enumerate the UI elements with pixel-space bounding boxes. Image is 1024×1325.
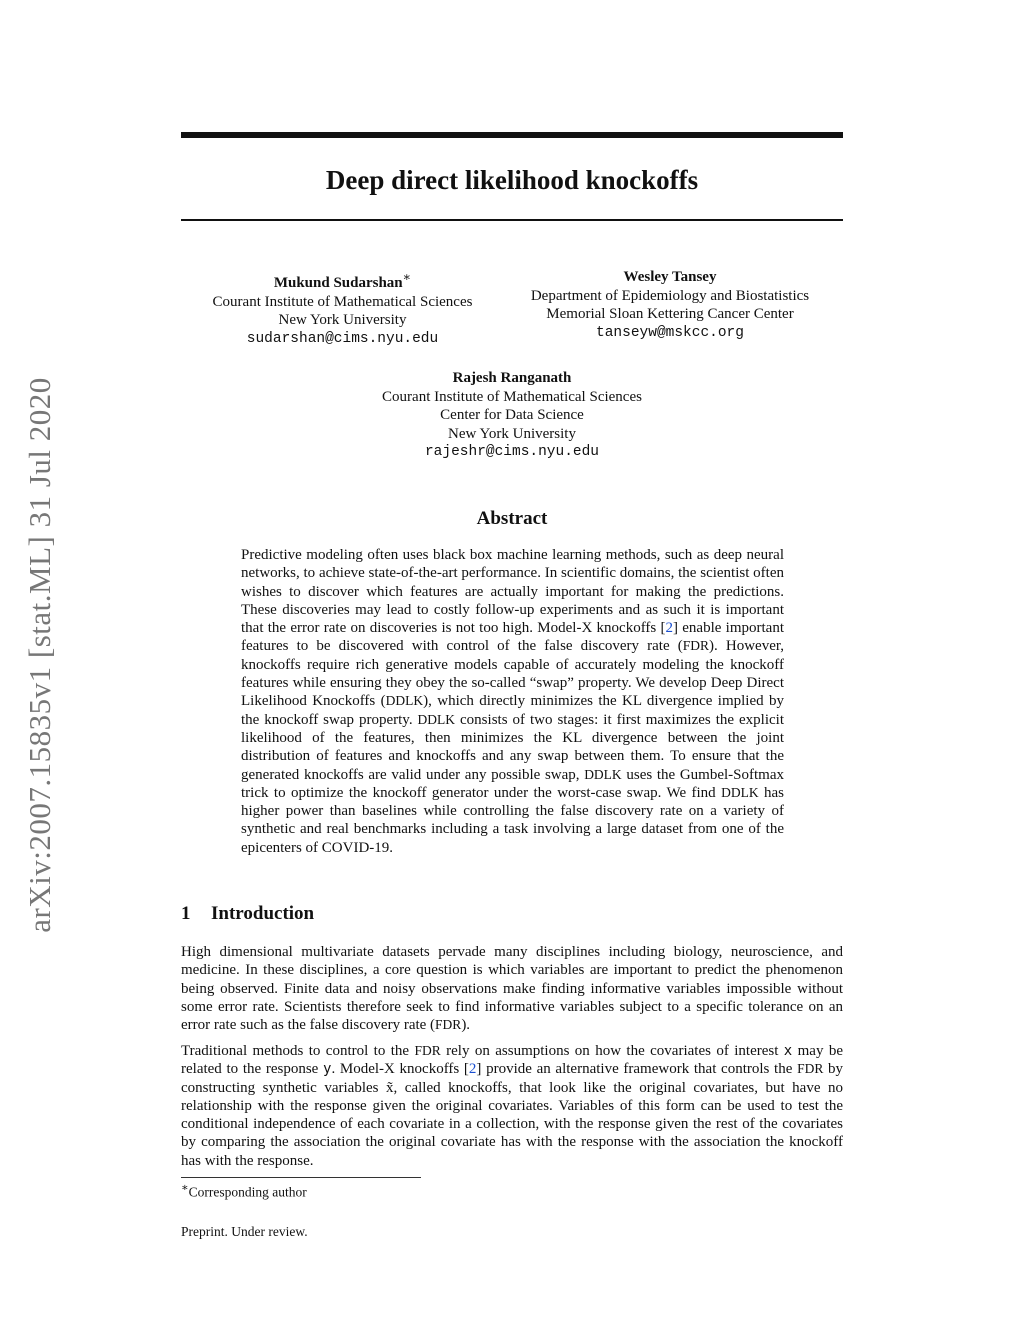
footnote-mark: ∗ [402, 270, 412, 284]
author-block-1 [190, 268, 495, 348]
author-affiliation: Department of Epidemiology and Biostatistics [530, 287, 810, 304]
author-affiliation: Memorial Sloan Kettering Cancer Center [546, 306, 794, 322]
section-heading-introduction [181, 903, 314, 925]
arxiv-id: arXiv:2007.15835v1 [stat.ML] 31 Jul 2020 [22, 377, 57, 933]
intro-paragraph-1: High dimensional multivariate datasets pervade many disciplines including biology, neuroscience, and medicine. In these disciplines, a core question is which variables are important to predict the phenomenon being observed. Finite data and noisy observations make finding informative variables impossible without some error rate. Scientists therefore seek to find informative variables subject to a specific tolerance on an error rate such as the false discovery rate (FDR). [181, 944, 843, 1034]
author-affiliation: Courant Institute of Mathematical Sciences [382, 388, 642, 405]
paper-title: Deep direct likelihood knockoffs [325, 165, 699, 195]
author-name: Wesley Tansey [623, 269, 717, 285]
abstract-heading: Abstract [476, 508, 548, 529]
citation-link[interactable]: 2 [468, 1061, 477, 1078]
author-affiliation: Courant Institute of Mathematical Sciences [212, 293, 473, 310]
author-name: Rajesh Ranganath [452, 370, 572, 386]
page-footer: Preprint. Under review. [181, 1224, 308, 1239]
author-block-2 [505, 268, 835, 342]
author-email[interactable]: rajeshr@cims.nyu.edu [424, 444, 600, 460]
section-number: 1 [181, 903, 191, 924]
author-email[interactable]: tanseyw@mskcc.org [596, 324, 744, 341]
footnote: ∗Corresponding author [181, 1182, 307, 1200]
footnote-rule [181, 1177, 421, 1178]
section-title: Introduction [211, 903, 315, 924]
intro-paragraph-2: Traditional methods to control to the FDR rely on assumptions on how the covariates of interest x may be related to the response y. Model-X knockoffs [2] provide an alternative framework that controls the FDR by constructing synthetic variables x̃, called knockoffs, that look like the original covariates, but have no relationship with the response given the original covariates. Variables of this form can be used to test the conditional independence of each covariate in a collection, with the response given the rest of the covariates by comparing the association the original covariate has with the response with the association the knockoff has with the response. [181, 1043, 844, 1169]
title-bottom-rule [181, 219, 843, 221]
author-affiliation: Center for Data Science [440, 407, 584, 423]
author-email[interactable]: sudarshan@cims.nyu.edu [246, 330, 439, 347]
abstract-body: Predictive modeling often uses black box machine learning methods, such as deep neural networks, to achieve state-of-the-art performance. In scientific domains, the scientist often wishes to discover which features are actually important for making the predictions. These discoveries may lead to costly follow-up experiments and as such it is important that the error rate on discoveries is not too high. Model-X knockoffs [2] enable important features to be discovered with control of the false discovery rate (FDR). However, knockoffs require rich generative models capable of accurately modeling the knockoff features while ensuring they obey the so-called “swap” property. We develop Deep Direct Likelihood Knockoffs (DDLK), which directly minimizes the KL divergence implied by the knockoff swap property. DDLK consists of two stages: it first maximizes the explicit likelihood of the features, then minimizes the KL divergence between the joint distribution of features and knockoffs and any swap between them. To ensure that the generated knockoffs are valid under any possible swap, DDLK uses the Gumbel-Softmax trick to optimize the knockoff generator under the worst-case swap. We find DDLK has higher power than baselines while controlling the false discovery rate on a variety of synthetic and real benchmarks including a task involving a large dataset from one of the epicenters of COVID-19. [241, 547, 784, 856]
title-top-rule [181, 132, 843, 138]
author-affiliation: New York University [448, 425, 576, 442]
author-affiliation: New York University [278, 312, 407, 328]
arxiv-sidebar-stamp [18, 355, 62, 955]
author-block-3 [330, 369, 694, 462]
citation-link[interactable]: 2 [665, 620, 674, 637]
author-name: Mukund Sudarshan [273, 275, 403, 291]
